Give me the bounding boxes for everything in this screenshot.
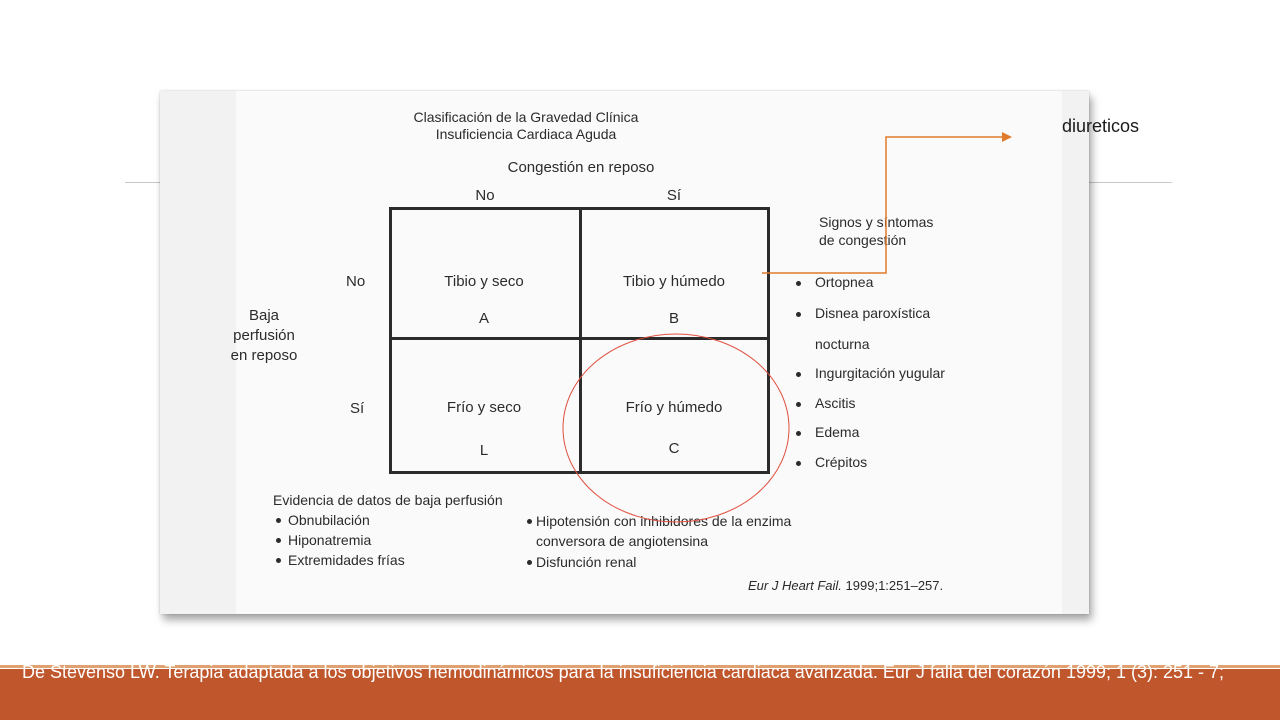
- perfusion-sign-item: Obnubilación: [288, 512, 370, 528]
- column-header-si: Sí: [666, 187, 682, 204]
- bullet-dot: [796, 461, 801, 466]
- congestion-title-line1: Signos y síntomas: [819, 214, 934, 230]
- classification-figure: [160, 91, 1089, 614]
- cell-l-letter: L: [479, 442, 489, 459]
- bullet-dot: [276, 518, 281, 523]
- perfusion-sign-item: Disfunción renal: [536, 554, 637, 570]
- congestion-sign-item: Ascitis: [815, 395, 856, 411]
- footer-reference: De Stevenso LW. Terapia adaptada a los objetivos hemodinámicos para la insuficiencia cardiaca avanzada. Eur J falla del corazón 1999; 1 (3): 251 - 7;: [22, 662, 1225, 682]
- perfusion-title: Evidencia de datos de baja perfusión: [273, 492, 503, 508]
- perfusion-sign-item: Hiponatremia: [288, 532, 372, 548]
- figure-content: [230, 91, 1062, 614]
- congestion-sign-item: nocturna: [815, 336, 870, 352]
- perfusion-sign-item: Hipotensión con inhibidores de la enzima: [536, 513, 792, 529]
- grid-left-border: [389, 207, 392, 474]
- row-header-si: Sí: [350, 400, 365, 417]
- figure-citation: [748, 577, 943, 595]
- cell-a-letter: A: [478, 310, 490, 327]
- perfusion-sign-item-continued: conversora de angiotensina: [536, 533, 709, 549]
- congestion-sign-item: Ingurgitación yugular: [815, 365, 945, 381]
- congestion-sign-item: Edema: [815, 424, 860, 440]
- bullet-dot: [796, 312, 801, 317]
- bullet-dot: [796, 372, 801, 377]
- row-axis-line1: Baja: [248, 307, 280, 324]
- cell-a-label: Tibio y seco: [444, 273, 524, 290]
- citation-journal: Eur J Heart Fail.: [748, 578, 842, 593]
- figure-title-line2: Insuficiencia Cardiaca Aguda: [435, 126, 617, 142]
- bullet-dot: [796, 402, 801, 407]
- citation-details: 1999;1:251–257.: [841, 578, 944, 593]
- grid-center-line: [579, 207, 582, 474]
- congestion-title-line2: de congestión: [819, 232, 907, 248]
- bullet-dot: [796, 431, 801, 436]
- bullet-dot: [527, 560, 532, 565]
- column-axis-title: Congestión en reposo: [507, 159, 655, 176]
- bullet-dot: [276, 538, 281, 543]
- grid-right-border: [767, 207, 770, 474]
- cell-b-label: Tibio y húmedo: [623, 273, 725, 290]
- bullet-dot: [796, 281, 801, 286]
- row-header-no: No: [346, 273, 366, 290]
- congestion-sign-item: Disnea paroxística: [815, 305, 931, 321]
- cell-c-letter: C: [668, 440, 680, 457]
- slide-rule-right: [1085, 182, 1172, 183]
- annotation-label: diureticos: [1062, 116, 1140, 136]
- slide-rule-left: [125, 182, 165, 183]
- congestion-sign-item: Ortopnea: [815, 274, 874, 290]
- cell-b-letter: B: [668, 310, 680, 327]
- congestion-sign-item: Crépitos: [815, 454, 868, 470]
- cell-c-label: Frío y húmedo: [625, 399, 723, 416]
- bullet-dot: [527, 519, 532, 524]
- perfusion-sign-item: Extremidades frías: [288, 552, 405, 568]
- bullet-dot: [276, 558, 281, 563]
- figure-title-line1: Clasificación de la Gravedad Clínica: [413, 109, 639, 125]
- row-axis-line2: perfusión: [233, 327, 295, 344]
- row-axis-line3: en reposo: [230, 347, 298, 364]
- column-header-no: No: [475, 187, 495, 204]
- cell-l-label: Frío y seco: [446, 399, 522, 416]
